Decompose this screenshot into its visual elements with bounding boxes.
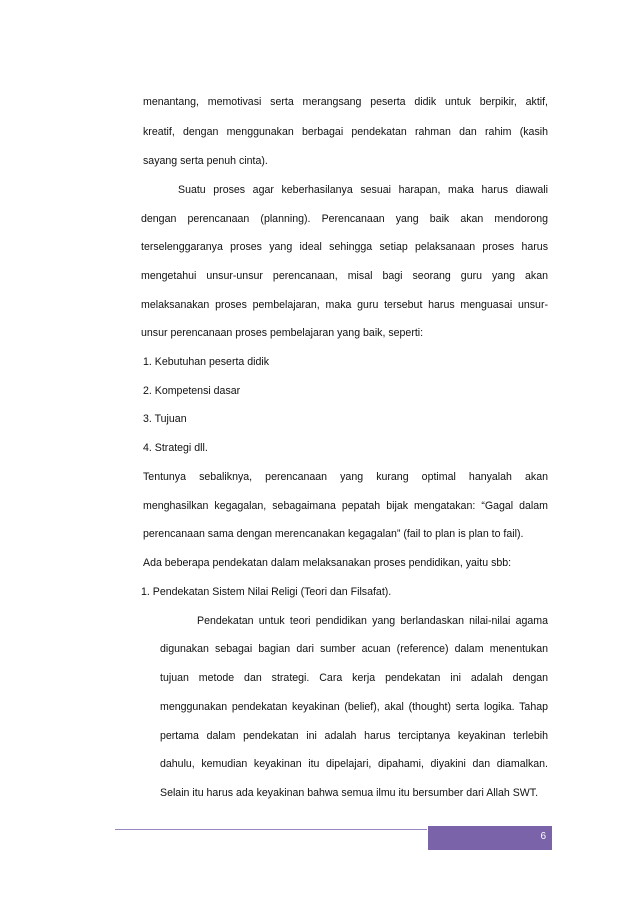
text-line: perencanaan sama dengan merencanakan kegagalan” (fail to plan is plan to fail). (143, 528, 524, 540)
text-line: menantang, memotivasi serta merangsang peserta didik untuk berpikir, aktif, (143, 96, 548, 108)
page-number: 6 (540, 831, 546, 842)
text-line: menghasilkan kegagalan, sebagaimana pepatah bijak mengatakan: “Gagal dalam (143, 500, 548, 512)
text-line: Suatu proses agar keberhasilanya sesuai harapan, maka harus diawali (178, 184, 548, 196)
text-line: digunakan sebagai bagian dari sumber acuan (reference) dalam menentukan (160, 643, 548, 655)
list-item: 3. Tujuan (143, 413, 187, 425)
text-line: tujuan metode dan strategi. Cara kerja pendekatan ini adalah dengan (160, 672, 548, 684)
text-line: kreatif, dengan menggunakan berbagai pendekatan rahman dan rahim (kasih (143, 126, 548, 138)
text-line: melaksanakan proses pembelajaran, maka guru tersebut harus menguasai unsur- (141, 299, 548, 311)
text-line: mengetahui unsur-unsur perencanaan, misal bagi seorang guru yang akan (141, 270, 548, 282)
text-line: terselenggaranya proses yang ideal sehingga setiap pelaksanaan proses harus (141, 241, 548, 253)
list-item: 4. Strategi dll. (143, 442, 208, 454)
text-line: Tentunya sebaliknya, perencanaan yang kurang optimal hanyalah akan (143, 471, 548, 483)
text-line: Selain itu harus ada keyakinan bahwa semua ilmu itu bersumber dari Allah SWT. (160, 787, 539, 799)
list-item: 2. Kompetensi dasar (143, 385, 241, 397)
text-line: Ada beberapa pendekatan dalam melaksanakan proses pendidikan, yaitu sbb: (143, 557, 512, 569)
text-line: dengan perencanaan (planning). Perencanaan yang baik akan mendorong (141, 213, 548, 225)
text-line: pertama dalam pendekatan ini adalah harus terciptanya keyakinan terlebih (160, 730, 548, 742)
text-line: Pendekatan untuk teori pendidikan yang berlandaskan nilai-nilai agama (197, 615, 548, 627)
text-line: sayang serta penuh cinta). (143, 155, 268, 167)
list-item: 1. Kebutuhan peserta didik (143, 356, 270, 368)
text-line: dahulu, kemudian keyakinan itu dipelajari, dipahami, diyakini dan diamalkan. (160, 758, 548, 770)
text-line: unsur perencanaan proses pembelajaran yang baik, seperti: (141, 327, 424, 339)
page-number-box (428, 826, 552, 850)
text-line: menggunakan pendekatan keyakinan (belief), akal (thought) serta logika. Tahap (160, 701, 548, 713)
footer-rule (115, 829, 427, 830)
section-heading: 1. Pendekatan Sistem Nilai Religi (Teori dan Filsafat). (141, 586, 392, 598)
